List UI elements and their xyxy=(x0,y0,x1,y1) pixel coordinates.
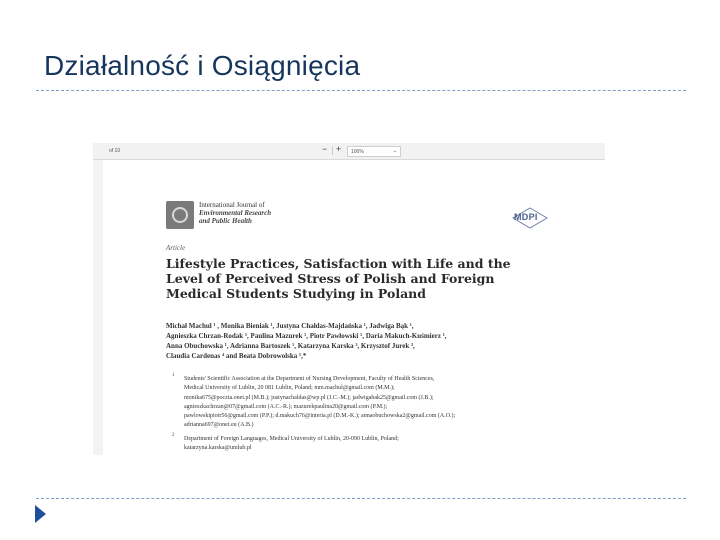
affiliation-text xyxy=(184,435,544,454)
triangle-right-icon xyxy=(35,505,46,523)
page-margin xyxy=(93,160,103,455)
affiliation-number: 2 xyxy=(172,433,175,438)
chevron-down-icon: ⌄ xyxy=(392,148,397,154)
affiliation-line: Medical University of Lublin, 20 081 Lublin, Poland; mm.machul@gmail.com (M.M.); xyxy=(184,385,395,392)
slide-title: Działalność i Osiągnięcia xyxy=(44,50,361,81)
affiliation-number: 1 xyxy=(172,373,175,378)
author-list xyxy=(166,321,546,361)
affiliation-text xyxy=(184,375,544,431)
affiliation-line: Department of Foreign Languages, Medical University of Lublin, 20-090 Lublin, Poland; xyxy=(184,436,399,442)
affiliation-line: monika675@poczta.onet.pl (M.B.); justynachaldas@wp.pl (J.C.-M.); jadwigabak25@gmail.com (J.B.); xyxy=(184,394,434,401)
author-line: Michał Machul ¹ , Monika Bieniak ¹, Justyna Chałdas-Majdańska ¹, Jadwiga Bąk ¹, xyxy=(166,322,414,330)
journal-logo-icon xyxy=(166,201,194,229)
article-type: Article xyxy=(166,244,186,252)
title-divider xyxy=(36,90,686,91)
title-line: Lifestyle Practices, Satisfaction with Life and the xyxy=(166,256,511,271)
mdpi-logo-text: MDPI xyxy=(514,212,538,222)
footer-divider xyxy=(36,498,686,499)
article-title xyxy=(166,256,546,301)
affiliation-line: Students' Scientific Association at the Department of Nursing Development, Faculty of Health Sciences, xyxy=(184,376,435,382)
journal-name-line1: International Journal of xyxy=(199,201,265,209)
author-line: Anna Obuchowska ¹, Adrianna Bartoszek ¹, Katarzyna Karska ², Krzysztof Jurek ³, xyxy=(166,342,415,350)
article-screenshot xyxy=(93,143,605,455)
title-line: Medical Students Studying in Poland xyxy=(166,286,427,301)
zoom-in-button[interactable]: + xyxy=(336,144,342,154)
toolbar-separator xyxy=(332,146,333,155)
author-line: Agnieszka Chrzan-Rodak ¹, Paulina Mazurek ¹, Piotr Pawłowski ¹, Daria Makuch-Kuśmierz ¹, xyxy=(166,332,447,340)
page-indicator: of 10 xyxy=(109,148,121,154)
journal-name xyxy=(199,201,271,225)
pdf-toolbar xyxy=(93,143,605,160)
affiliation-line: agnieszkachrzan@07@gmail.com (A.C.-R.); mazurekpaulina20@gmail.com (P.M.); xyxy=(184,403,388,410)
affiliation-line: pawlowskipiotr56@gmail.com (P.P.); d.makuch76@interia.pl (D.M.-K.); annaobuchowska2@gmail.com (A.O.); xyxy=(184,413,456,420)
affiliation-line: adrianna697@onet.eu (A.B.) xyxy=(184,422,254,429)
zoom-select[interactable] xyxy=(347,146,401,157)
author-line: Claudia Cardenas ⁴ and Beata Dobrowolska ¹,* xyxy=(166,352,307,360)
zoom-value: 100% xyxy=(351,149,364,155)
journal-name-line3: and Public Health xyxy=(199,217,252,225)
title-line: Level of Perceived Stress of Polish and Foreign xyxy=(166,271,495,286)
journal-name-line2: Environmental Research xyxy=(199,209,272,217)
zoom-out-button[interactable]: − xyxy=(322,144,328,154)
affiliation-line: katarzyna.karska@umlub.pl xyxy=(184,445,252,452)
